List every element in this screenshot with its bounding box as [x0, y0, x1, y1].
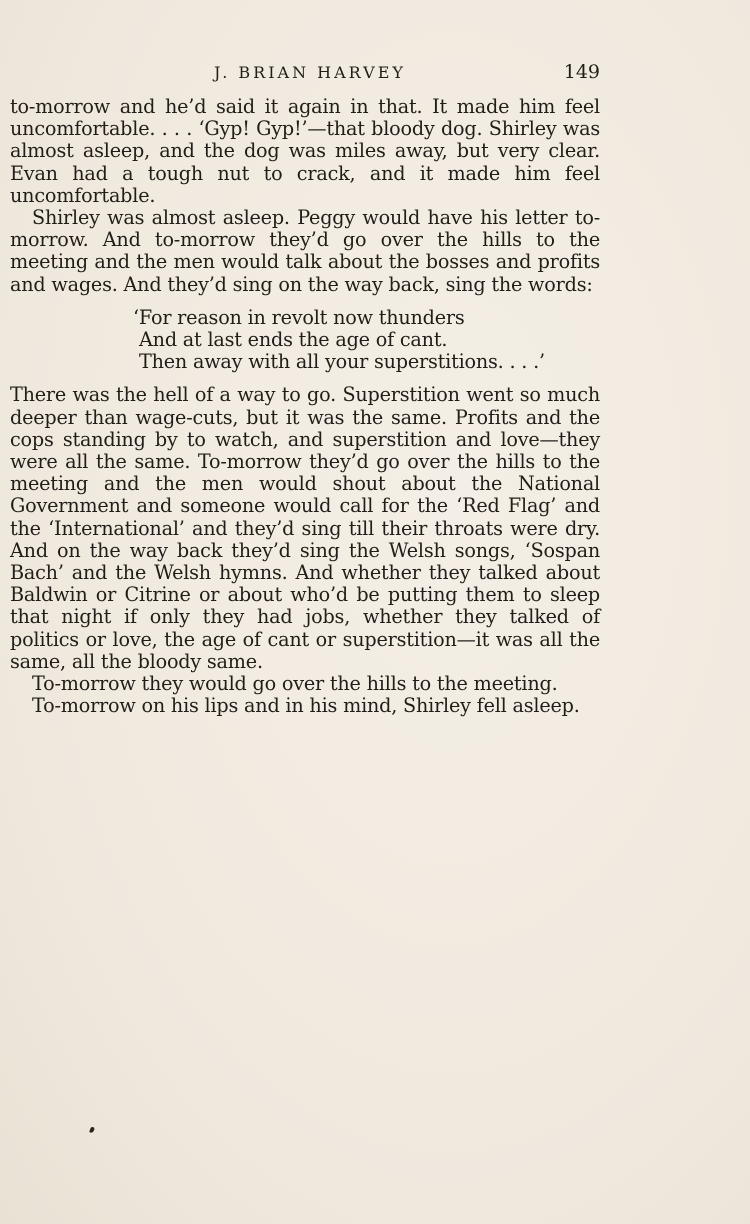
verse-line-1: ‘For reason in revolt now thunders	[133, 305, 465, 329]
paragraph-3: There was the hell of a way to go. Superstition went so much deeper than wage-cuts, but it was the same. Profits and the cops standing by to watch, and superstition and love—they were all the same. To-morrow they’d go over the hills to the meeting and the men would shout about the National Government and someone would call for the ‘Red Flag’ and the ‘International’ and they’d sing till their throats were dry. And on the way back they’d sing the Welsh songs, ‘Sospan Bach’ and the Welsh hymns. And whether they talked about Baldwin or Citrine or about who’d be putting them to sleep that night if only they had jobs, whether they talked of politics or love, the age of cant or superstition—it was all the same, all the bloody same.	[10, 383, 600, 673]
running-head	[10, 61, 600, 87]
paragraph-4: To-morrow they would go over the hills to the meeting.	[32, 672, 558, 696]
ink-speck	[89, 1126, 95, 1133]
verse-line-3: Then away with all your superstitions. . . .’	[139, 350, 545, 374]
page-number: 149	[563, 61, 600, 83]
song-verse	[133, 307, 600, 374]
verse-line-2: And at last ends the age of cant.	[139, 328, 448, 352]
body-text	[10, 96, 600, 717]
running-head-author: J. BRIAN HARVEY	[214, 63, 406, 82]
paragraph-2: Shirley was almost asleep. Peggy would have his letter to-morrow. And to-morrow they’d go over the hills to the meeting and the men would talk about the bosses and profits and wages. And they’d sing on the way back, sing the words:	[10, 206, 600, 296]
paragraph-5: To-morrow on his lips and in his mind, Shirley fell asleep.	[32, 694, 580, 718]
paragraph-1: to-morrow and he’d said it again in that. It made him feel uncomfortable. . . . ‘Gyp! Gyp!’—that bloody dog. Shirley was almost asleep, and the dog was miles away, but very clear. Evan had a tough nut to crack, and it made him feel uncomfortable.	[10, 95, 600, 207]
